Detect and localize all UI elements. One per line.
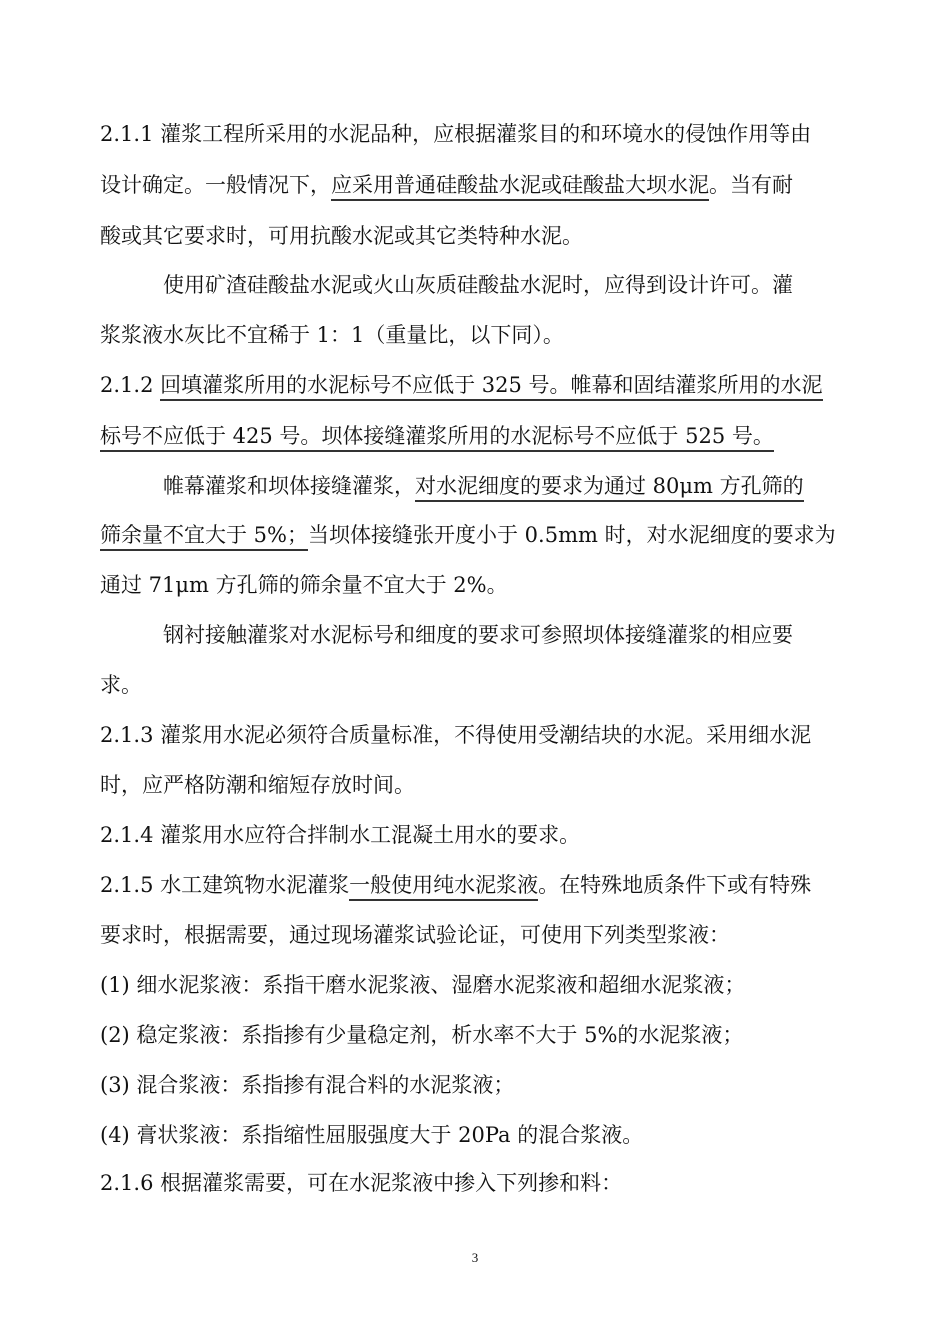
text-segment: 。在特殊地质条件下或有特殊 — [538, 873, 812, 897]
section-2-1-1-line-3: 酸或其它要求时，可用抗酸水泥或其它类特种水泥。 — [100, 224, 583, 248]
list-item: (1) 细水泥浆液：系指干磨水泥浆液、湿磨水泥浆液和超细水泥浆液； — [100, 973, 746, 997]
underlined-text: 回填灌浆所用的水泥标号不应低于 325 号。帷幕和固结灌浆所用的水泥 — [160, 373, 822, 401]
list-item: (3) 混合浆液：系指掺有混合料的水泥浆液； — [100, 1073, 515, 1097]
section-2-1-2-line-1 — [100, 370, 823, 400]
section-2-1-2-para-2-line-2 — [100, 520, 836, 550]
text-segment: 2.1.5 水工建筑物水泥灌浆 — [100, 873, 350, 897]
section-2-1-4-line-1: 2.1.4 灌浆用水应符合拌制水工混凝土用水的要求。 — [100, 823, 581, 847]
page-number: 3 — [471, 1250, 479, 1265]
section-2-1-3-line-2: 时，应严格防潮和缩短存放时间。 — [100, 773, 415, 797]
text-segment: 。当有耐 — [709, 173, 793, 197]
text-segment: 帷幕灌浆和坝体接缝灌浆， — [163, 474, 415, 498]
section-2-1-3-line-1: 2.1.3 灌浆用水泥必须符合质量标准，不得使用受潮结块的水泥。采用细水泥 — [100, 723, 812, 747]
underlined-text: 应采用普通硅酸盐水泥或硅酸盐大坝水泥 — [331, 173, 709, 201]
section-2-1-2-para-2-line-1 — [163, 471, 804, 501]
underlined-text: 标号不应低于 425 号。坝体接缝灌浆所用的水泥标号不应低于 525 号。 — [100, 424, 774, 452]
section-2-1-1-para-2-line-2: 浆浆液水灰比不宜稀于 1：1（重量比，以下同）。 — [100, 323, 564, 347]
section-2-1-2-para-3-line-1: 钢衬接触灌浆对水泥标号和细度的要求可参照坝体接缝灌浆的相应要 — [163, 623, 793, 647]
section-2-1-1-line-2 — [100, 170, 793, 200]
section-2-1-2-para-2-line-3: 通过 71μm 方孔筛的筛余量不宜大于 2%。 — [100, 573, 508, 597]
underlined-text: 筛余量不宜大于 5%； — [100, 523, 308, 551]
section-2-1-2-line-2 — [100, 421, 774, 451]
section-2-1-5-line-1 — [100, 870, 811, 900]
section-number: 2.1.2 — [100, 373, 154, 397]
section-2-1-2-para-3-line-2: 求。 — [100, 673, 142, 697]
section-2-1-1-line-1: 2.1.1 灌浆工程所采用的水泥品种，应根据灌浆目的和环境水的侵蚀作用等由 — [100, 122, 812, 146]
list-item: (2) 稳定浆液：系指掺有少量稳定剂，析水率不大于 5%的水泥浆液； — [100, 1023, 744, 1047]
section-2-1-6-line-1: 2.1.6 根据灌浆需要，可在水泥浆液中掺入下列掺和料： — [100, 1171, 623, 1195]
list-item: (4) 膏状浆液：系指缩性屈服强度大于 20Pa 的混合浆液。 — [100, 1123, 644, 1147]
section-2-1-5-line-2: 要求时，根据需要，通过现场灌浆试验论证，可使用下列类型浆液： — [100, 923, 730, 947]
underlined-text: 一般使用纯水泥浆液 — [349, 873, 538, 901]
underlined-text: 对水泥细度的要求为通过 80μm 方孔筛的 — [415, 474, 804, 502]
section-2-1-1-para-2-line-1: 使用矿渣硅酸盐水泥或火山灰质硅酸盐水泥时，应得到设计许可。灌 — [163, 273, 793, 297]
text-segment: 当坝体接缝张开度小于 0.5mm 时，对水泥细度的要求为 — [308, 523, 836, 547]
text-segment: 设计确定。一般情况下， — [100, 173, 331, 197]
